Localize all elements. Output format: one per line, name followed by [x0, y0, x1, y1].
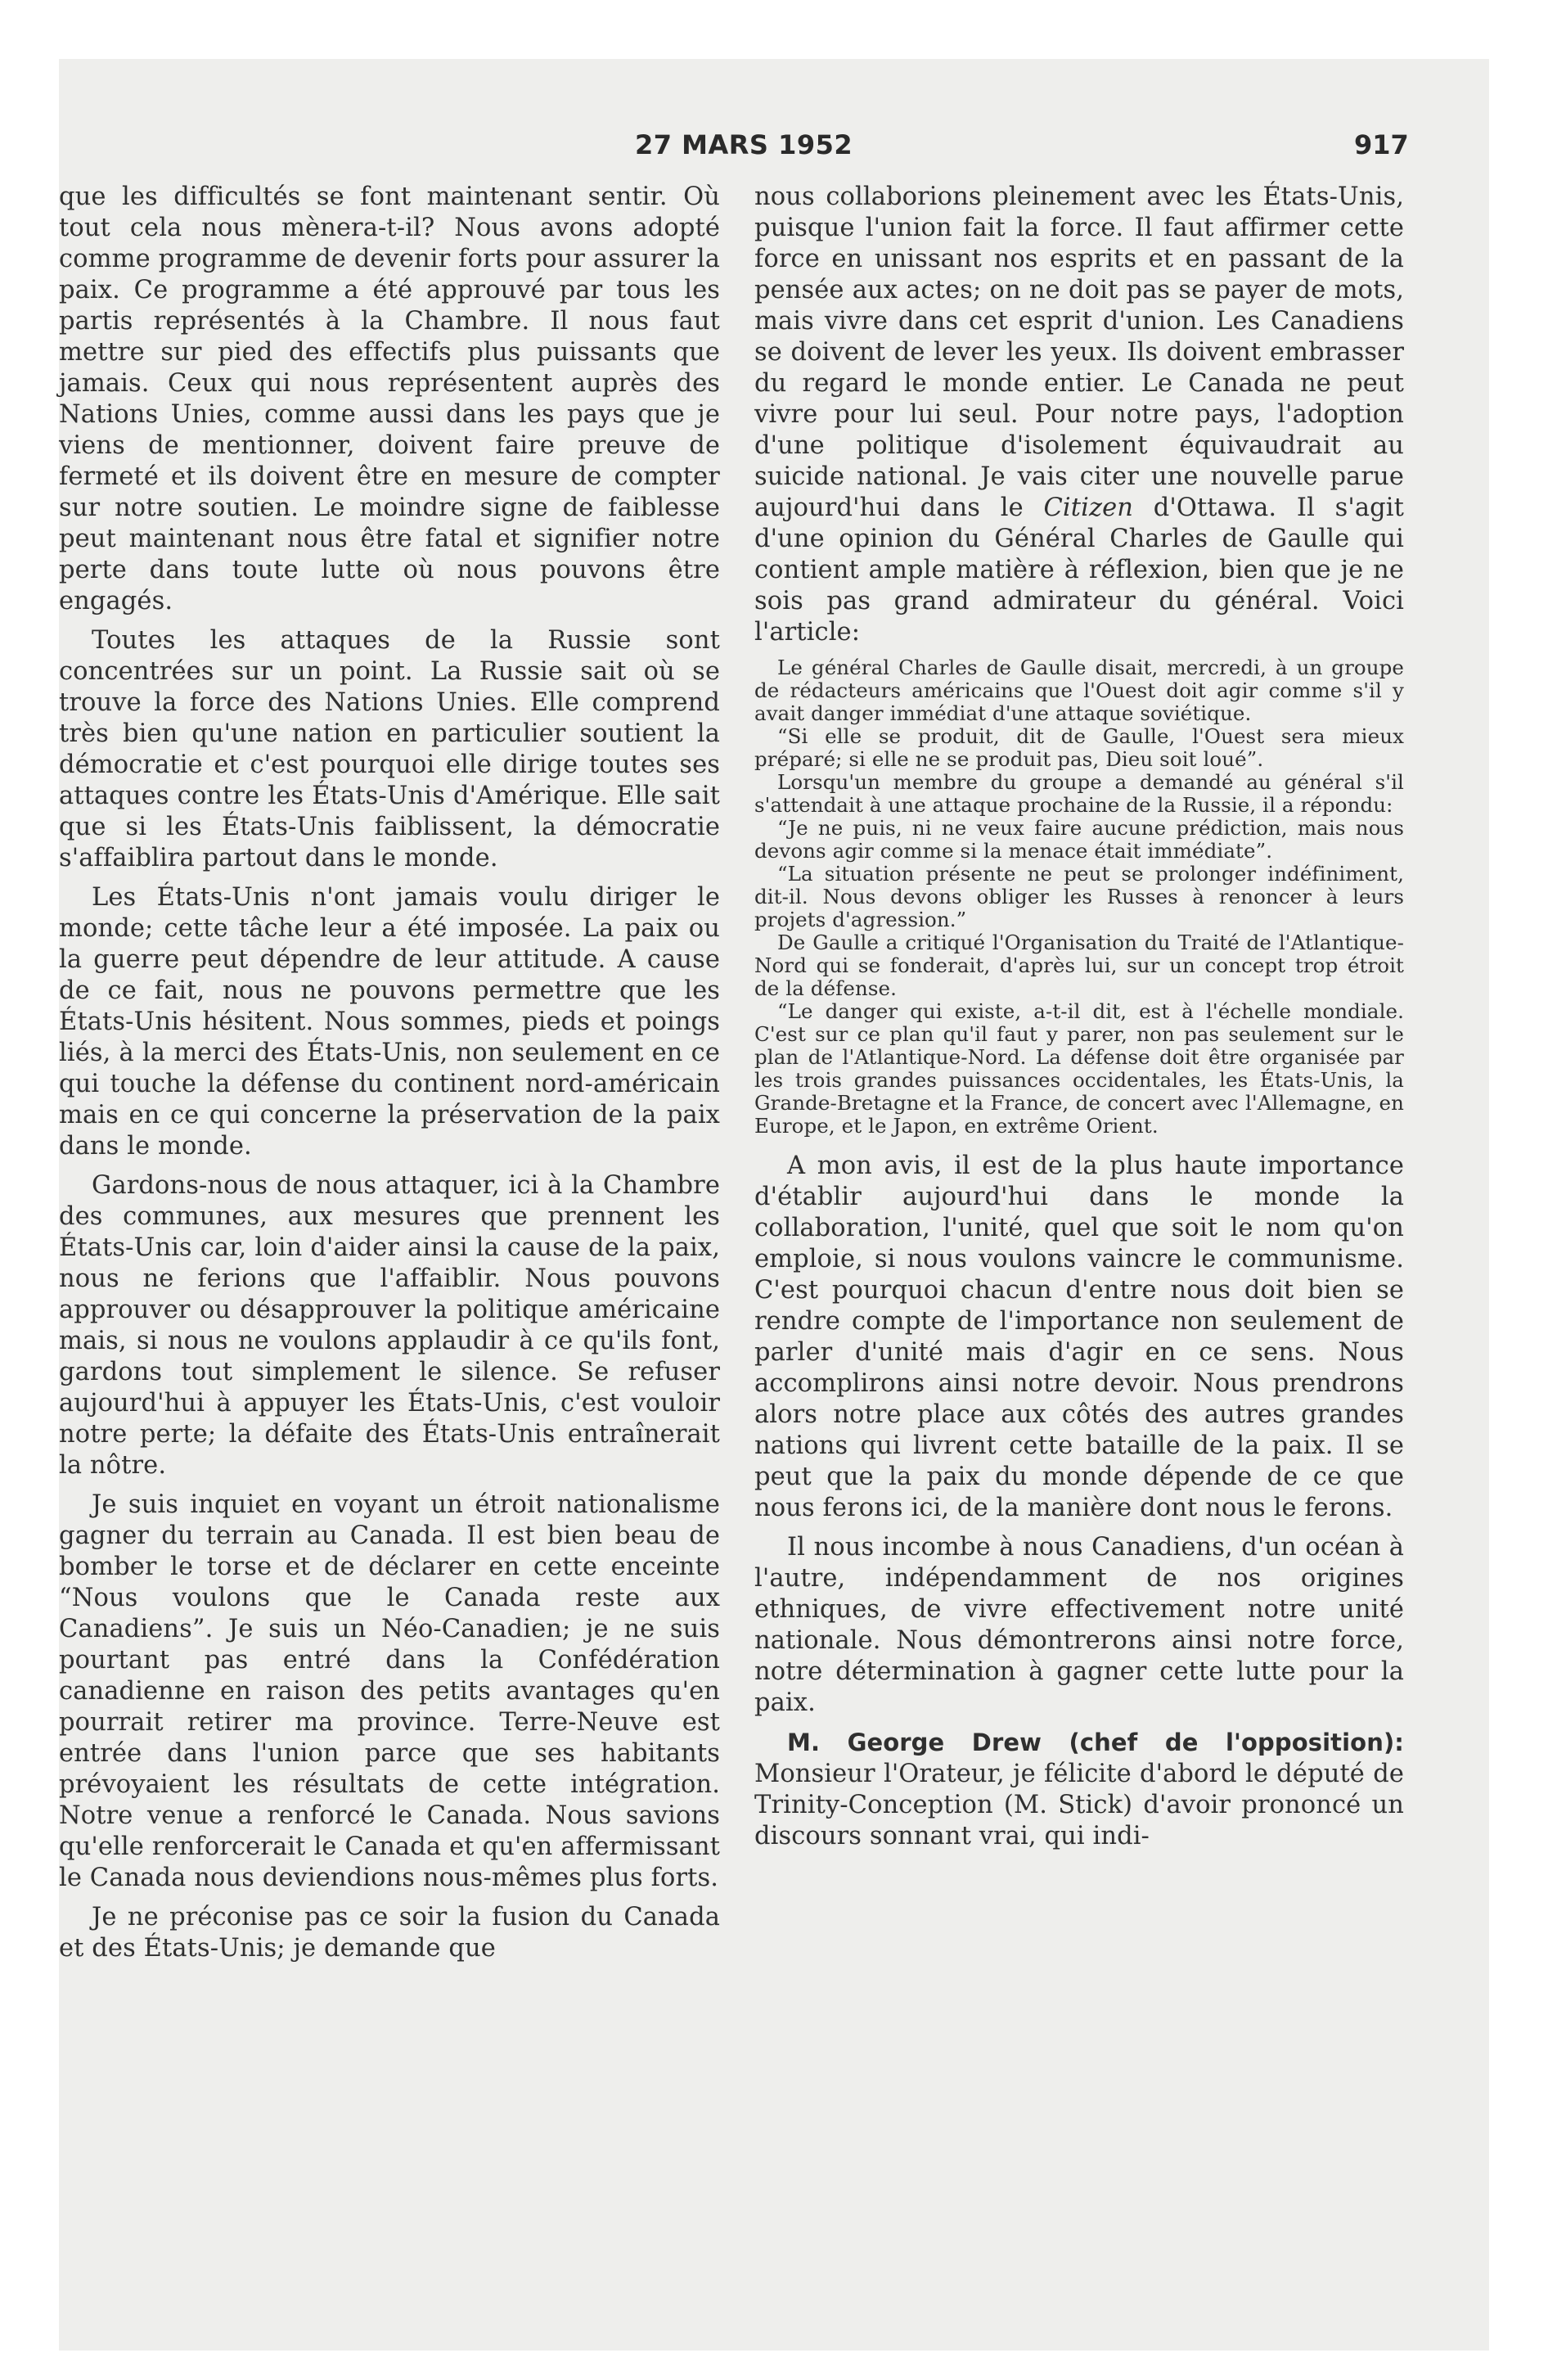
paragraph: Je suis inquiet en voyant un étroit nationalisme gagner du terrain au Canada. Il est bien beau de bomber le torse et de déclarer en cette enceinte “Nous voulons que le Canada reste aux Canadiens”. Je suis un Néo-Canadien; je ne suis pourtant pas entré dans la Confédération canadienne en raison des petits avantages qu'en pourrait retirer ma province. Terre-Neuve est entrée dans l'union parce que ses habitants prévoyaient les résultats de cette intégration. Notre venue a renforcé le Canada. Nous savions qu'elle renforcerait le Canada et qu'en affermissant le Canada nous deviendions nous-mêmes plus forts.: [59, 1490, 720, 1892]
paragraph: que les difficultés se font maintenant sentir. Où tout cela nous mènera-t-il? Nous avons adopté comme programme de devenir forts pour assurer la paix. Ce programme a été approuvé par tous les partis représentés à la Chambre. Il nous faut mettre sur pied des effectifs plus puissants que jamais. Ceux qui nous représentent auprès des Nations Unies, comme aussi dans les pays que je viens de mentionner, doivent faire preuve de fermeté et ils doivent être en mesure de compter sur notre soutien. Le moindre signe de faiblesse peut maintenant nous être fatal et signifier notre perte dans toute lutte où nous pouvons être engagés.: [59, 183, 720, 615]
page-header: [0, 129, 1548, 169]
paragraph: [754, 182, 1404, 648]
paragraph-text: Monsieur l'Orateur, je félicite d'abord le député de Trinity-Conception (M. Stick) d'avoir prononcé un discours sonnant vrai, qui indi-: [754, 1760, 1404, 1850]
paragraph-text: d'Ottawa. Il s'agit d'une opinion du Général Charles de Gaulle qui contient ample matière à réflexion, bien que je ne sois pas grand admirateur du général. Voici l'article:: [754, 494, 1404, 647]
quote-paragraph: “Je ne puis, ni ne veux faire aucune prédiction, mais nous devons agir comme si la menace était immédiate”.: [754, 816, 1404, 863]
paragraph: Je ne préconise pas ce soir la fusion du Canada et des États-Unis; je demande que: [59, 1903, 720, 1963]
quote-paragraph: Le général Charles de Gaulle disait, mercredi, à un groupe de rédacteurs américains que l'Ouest doit agir comme s'il y avait danger immédiat d'une attaque soviétique.: [754, 656, 1404, 725]
header-date: 27 MARS 1952: [635, 129, 853, 160]
right-column: [754, 182, 1404, 1852]
paragraph-text: nous collaborions pleinement avec les États-Unis, puisque l'union fait la force. Il faut affirmer cette force en unissant nos esprits et en passant de la pensée aux actes; on ne doit pas se payer de mots, mais vivre dans cet esprit d'union. Les Canadiens se doivent de lever les yeux. Ils doivent embrasser du regard le monde entier. Le Canada ne peut vivre pour lui seul. Pour notre pays, l'adoption d'une politique d'isolement équivaudrait au suicide national. Je vais citer une nouvelle parue aujourd'hui dans le: [754, 183, 1404, 522]
newspaper-title: Citizen: [1043, 494, 1134, 522]
paragraph: Gardons-nous de nous attaquer, ici à la Chambre des communes, aux mesures que prennent les États-Unis car, loin d'aider ainsi la cause de la paix, nous ne ferions que l'affaiblir. Nous pouvons approuver ou désapprouver la politique américaine mais, si nous ne voulons applaudir à ce qu'ils font, gardons tout simplement le silence. Se refuser aujourd'hui à appuyer les États-Unis, c'est vouloir notre perte; la défaite des États-Unis entraînerait la nôtre.: [59, 1171, 720, 1480]
quote-paragraph: “Si elle se produit, dit de Gaulle, l'Ouest sera mieux préparé; si elle ne se produit pas, Dieu soit loué”.: [754, 724, 1404, 771]
left-column: [59, 182, 720, 1964]
quote-paragraph: “La situation présente ne peut se prolonger indéfiniment, dit-il. Nous devons obliger les Russes à renoncer à leurs projets d'agression.”: [754, 862, 1404, 931]
page-number: 917: [1354, 129, 1409, 160]
quote-paragraph: “Le danger qui existe, a-t-il dit, est à l'échelle mondiale. C'est sur ce plan qu'il faut y parer, non pas seulement sur le plan de l'Atlantique-Nord. La défense doit être organisée par les trois grandes puissances occidentales, les États-Unis, la Grande-Bretagne et la France, de concert avec l'Allemagne, en Europe, et le Japon, en extrême Orient.: [754, 999, 1404, 1138]
quote-paragraph: Lorsqu'un membre du groupe a demandé au général s'il s'attendait à une attaque prochaine de la Russie, il a répondu:: [754, 770, 1404, 817]
paragraph: Les États-Unis n'ont jamais voulu diriger le monde; cette tâche leur a été imposée. La paix ou la guerre peut dépendre de leur attitude. A cause de ce fait, nous ne pouvons permettre que les États-Unis hésitent. Nous sommes, pieds et poings liés, à la merci des États-Unis, non seulement en ce qui touche la défense du continent nord-américain mais en ce qui concerne la préservation de la paix dans le monde.: [59, 883, 720, 1161]
paragraph: [754, 1727, 1404, 1852]
paragraph: Toutes les attaques de la Russie sont concentrées sur un point. La Russie sait où se trouve la force des Nations Unies. Elle comprend très bien qu'une nation en particulier soutient la démocratie et c'est pourquoi elle dirige toutes ses attaques contre les États-Unis d'Amérique. Elle sait que si les États-Unis faiblissent, la démocratie s'affaiblira partout dans le monde.: [59, 626, 720, 872]
quoted-article: [754, 656, 1404, 1138]
paragraph: Il nous incombe à nous Canadiens, d'un océan à l'autre, indépendamment de nos origines ethniques, de vivre effectivement notre unité nationale. Nous démontrerons ainsi notre force, notre détermination à gagner cette lutte pour la paix.: [754, 1533, 1404, 1717]
speaker-name: M. George Drew (chef de l'opposition):: [787, 1729, 1404, 1756]
quote-paragraph: De Gaulle a critiqué l'Organisation du Traité de l'Atlantique-Nord qui se fonderait, d'après lui, sur un concept trop étroit de la défense.: [754, 931, 1404, 1000]
paragraph: A mon avis, il est de la plus haute importance d'établir aujourd'hui dans le monde la collaboration, l'unité, quel que soit le nom qu'on emploie, si nous voulons vaincre le communisme. C'est pourquoi chacun d'entre nous doit bien se rendre compte de l'importance non seulement de parler d'unité mais d'agir en ce sens. Nous accomplirons ainsi notre devoir. Nous prendrons alors notre place aux côtés des autres grandes nations qui livrent cette bataille de la paix. Il se peut que la paix du monde dépende de ce que nous ferons ici, de la manière dont nous le ferons.: [754, 1152, 1404, 1522]
